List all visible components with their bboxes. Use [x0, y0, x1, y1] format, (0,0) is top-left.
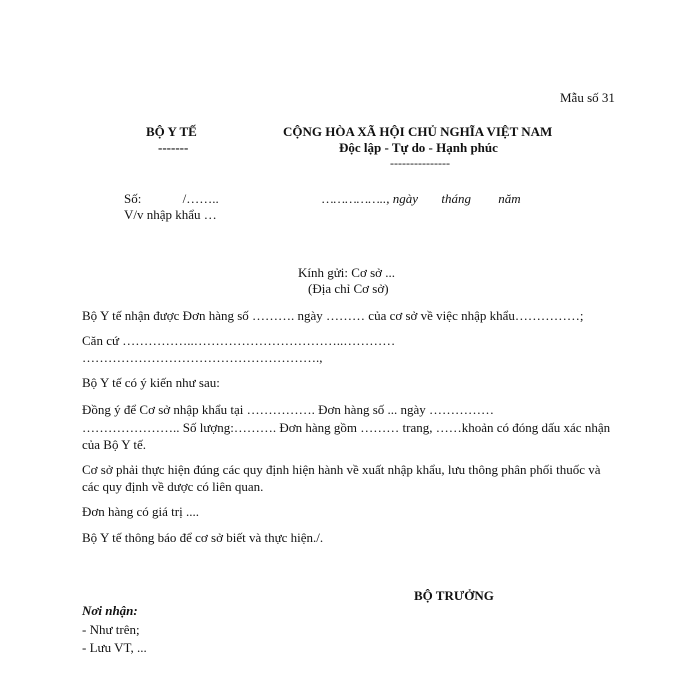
number-value: /…….. — [182, 191, 219, 206]
body-paragraph-2-line-2: ………………………………………………., — [82, 350, 323, 365]
recipients-item: - Như trên; — [82, 622, 140, 637]
motto: Độc lập - Tự do - Hạnh phúc — [339, 140, 498, 155]
body-paragraph-3: Bộ Y tế có ý kiến như sau: — [82, 375, 220, 390]
body-paragraph-4-line-2: ………………….. Số lượng:………. Đơn hàng gồm ……… trang, ……khoản có đóng dấu xác nhận của Bộ Y tế. — [82, 420, 611, 452]
recipient-line: Kính gửi: Cơ sở ... — [298, 265, 395, 280]
body-paragraph-6: Đơn hàng có giá trị .... — [82, 504, 199, 519]
recipients-label: Nơi nhận: — [82, 603, 138, 618]
date-day: ngày — [392, 191, 419, 206]
recipient-address: (Địa chỉ Cơ sở) — [308, 281, 389, 296]
date-year: năm — [498, 191, 521, 206]
body-paragraph-5: Cơ sở phải thực hiện đúng các quy định hiện hành về xuất nhập khẩu, lưu thông phân phối thuốc và các quy định về dược có liên quan. — [82, 462, 601, 494]
ministry-rule: ------- — [158, 140, 189, 155]
body-paragraph-4-line-1: Đồng ý để Cơ sở nhập khẩu tại ……………. Đơn hàng số ... ngày …………… — [82, 402, 495, 417]
form-number: Mẫu số 31 — [560, 90, 615, 105]
body-paragraph-7: Bộ Y tế thông báo để cơ sở biết và thực hiện./. — [82, 530, 324, 545]
motto-rule: --------------- — [390, 156, 450, 170]
recipients-item: - Lưu VT, ... — [82, 640, 147, 655]
body-paragraph-1: Bộ Y tế nhận được Đơn hàng số ………. ngày ……… của cơ sở về việc nhập khẩu……………; — [82, 308, 584, 323]
date-month: tháng — [441, 191, 471, 206]
document-subject: V/v nhập khẩu … — [124, 207, 217, 222]
place-dots: …………….., — [322, 191, 390, 206]
document-number — [124, 191, 219, 207]
nation-name: CỘNG HÒA XÃ HỘI CHỦ NGHĨA VIỆT NAM — [283, 124, 553, 139]
signature-title: BỘ TRƯỞNG — [414, 588, 494, 603]
body-paragraph-2-line-1: Căn cứ ……………..……………………………..………… — [82, 333, 396, 348]
ministry-name: BỘ Y TẾ — [146, 124, 197, 139]
place-date — [322, 191, 521, 207]
number-label: Số: — [124, 191, 142, 206]
